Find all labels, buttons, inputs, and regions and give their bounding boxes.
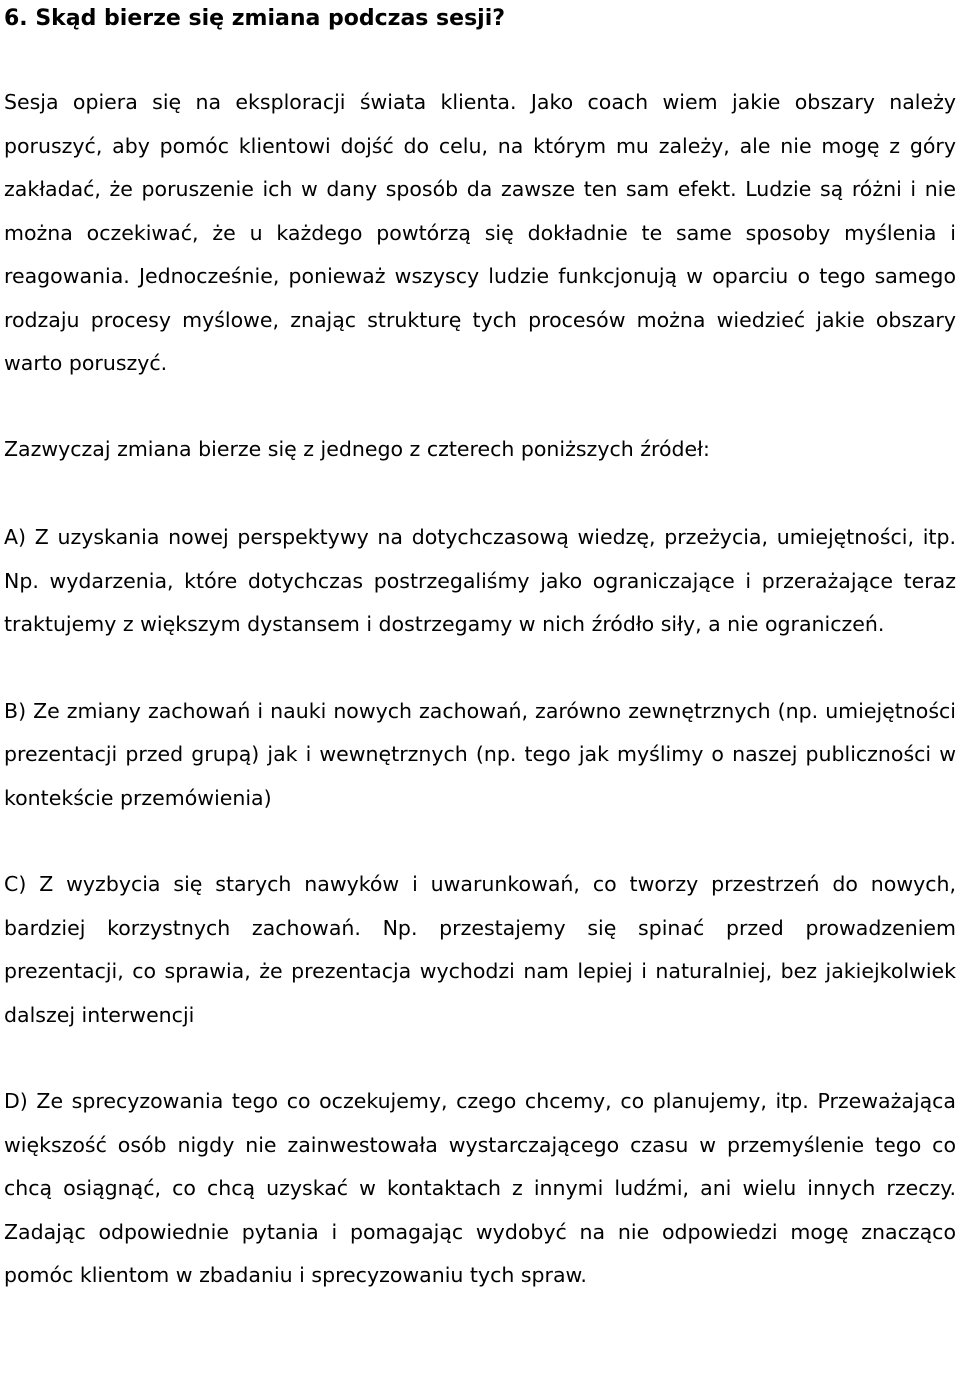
source-a-paragraph: A) Z uzyskania nowej perspektywy na dotychczasową wiedzę, przeżycia, umiejętności, itp. Np. wydarzenia, które dotychczas postrzegaliśmy jako ograniczające i przerażające teraz traktujemy z większym dystansem i dostrzegamy w nich źródło siły, a nie ograniczeń. [4, 525, 956, 636]
section-heading: 6. Skąd bierze się zmiana podczas sesji? [4, 6, 506, 31]
source-d-paragraph: D) Ze sprecyzowania tego co oczekujemy, czego chcemy, co planujemy, itp. Przeważająca większość osób nigdy nie zainwestowała wystarczającego czasu w przemyślenie tego co chcą osiągnąć, co chcą uzyskać w kontaktach z innymi ludźmi, ani wielu innych rzeczy. Zadając odpowiednie pytania i pomagając wydobyć na nie odpowiedzi mogę znacząco pomóc klientom w zbadaniu i sprecyzowaniu tych spraw. [4, 1089, 956, 1287]
intro-paragraph: Sesja opiera się na eksploracji świata klienta. Jako coach wiem jakie obszary należy poruszyć, aby pomóc klientowi dojść do celu, na którym mu zależy, ale nie mogę z góry zakładać, że poruszenie ich w dany sposób da zawsze ten sam efekt. Ludzie są różni i nie można oczekiwać, że u każdego powtórzą się dokładnie te same sposoby myślenia i reagowania. Jednocześnie, ponieważ wszyscy ludzie funkcjonują w oparciu o tego samego rodzaju procesy myślowe, znając strukturę tych procesów można wiedzieć jakie obszary warto poruszyć. [4, 90, 956, 375]
source-b-paragraph: B) Ze zmiany zachowań i nauki nowych zachowań, zarówno zewnętrznych (np. umiejętności prezentacji przed grupą) jak i wewnętrznych (np. tego jak myślimy o naszej publiczności w kontekście przemówienia) [4, 698, 956, 810]
source-c-paragraph: C) Z wyzbycia się starych nawyków i uwarunkowań, co tworzy przestrzeń do nowych, bardziej korzystnych zachowań. Np. przestajemy się spinać przed prowadzeniem prezentacji, co sprawia, że prezentacja wychodzi nam lepiej i naturalniej, bez jakiejkolwiek dalszej interwencji [4, 872, 956, 1027]
document-page [4, 0, 956, 1298]
sources-intro-paragraph: Zazwyczaj zmiana bierze się z jednego z czterech poniższych źródeł: [4, 436, 710, 461]
